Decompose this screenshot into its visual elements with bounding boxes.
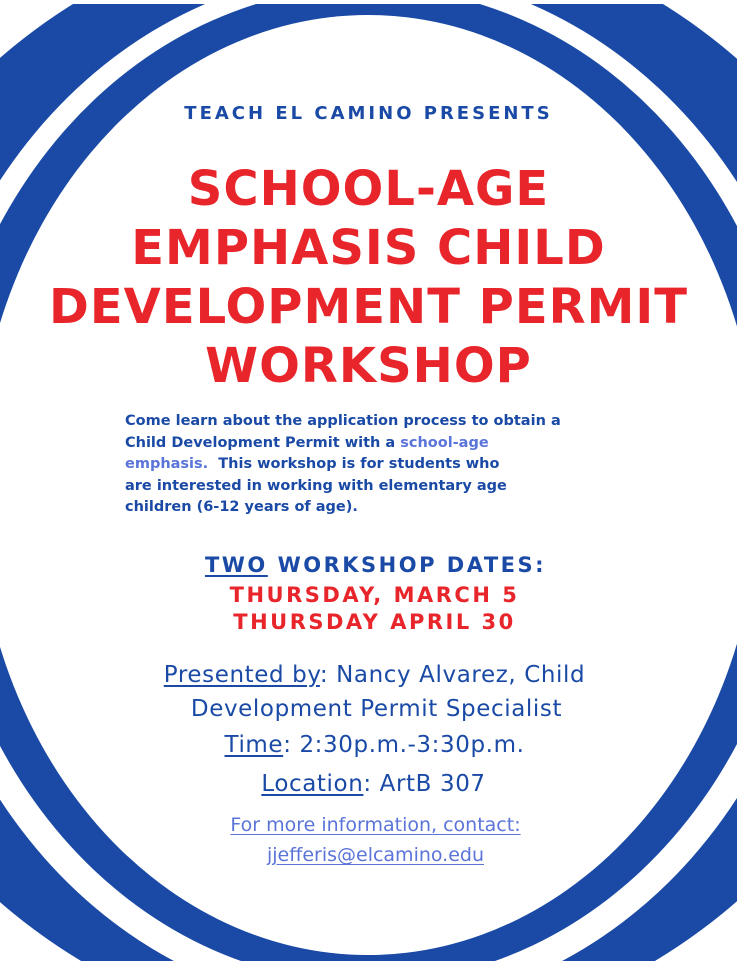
two-emphasis: TWO	[204, 553, 268, 577]
top-border	[0, 0, 737, 4]
description-text: This workshop is for students who	[208, 456, 500, 472]
description-line-1: Come learn about the application process to obtain a	[125, 413, 561, 429]
description	[125, 411, 645, 519]
presented-by-sep: :	[319, 662, 329, 688]
description-text: Child Development Permit with a	[125, 434, 401, 451]
workshop-date-2: THURSDAY APRIL 30	[233, 610, 516, 634]
school-age-highlight: school-age	[400, 434, 489, 451]
title-line-4: WORKSHOP	[205, 338, 532, 394]
presenter-line: TEACH EL CAMINO PRESENTS	[184, 103, 553, 124]
presenter-title: Development Permit Specialist	[190, 696, 563, 722]
time-label: Time	[224, 732, 284, 758]
title-line-1: SCHOOL-AGE	[187, 161, 550, 217]
location-line	[10, 771, 737, 797]
contact-link[interactable]: For more information, contact:	[230, 814, 521, 836]
dates-heading	[14, 553, 737, 577]
location-label: Location	[261, 771, 364, 797]
workshop-date-1: THURSDAY, MARCH 5	[229, 583, 520, 607]
dates-heading-text: WORKSHOP DATES:	[267, 553, 547, 577]
location-value: : ArtB 307	[363, 771, 486, 797]
time-value: : 2:30p.m.-3:30p.m.	[283, 732, 525, 758]
description-line-3	[125, 454, 645, 476]
emphasis-highlight: emphasis.	[125, 456, 209, 472]
presented-by-line	[12, 662, 737, 688]
title-line-3: DEVELOPMENT PERMIT	[49, 279, 688, 335]
description-line-4: are interested in working with elementary age	[125, 477, 507, 494]
description-line-2	[125, 433, 645, 455]
presenter-name: Nancy Alvarez, Child	[328, 662, 586, 688]
presented-by-label: Presented by	[163, 662, 320, 688]
title-line-2: EMPHASIS CHILD	[131, 220, 606, 276]
workshop-title	[0, 160, 737, 396]
email-link[interactable]: jjefferis@elcamino.edu	[266, 844, 485, 866]
time-line	[12, 732, 737, 758]
description-line-5: children (6-12 years of age).	[125, 499, 358, 515]
